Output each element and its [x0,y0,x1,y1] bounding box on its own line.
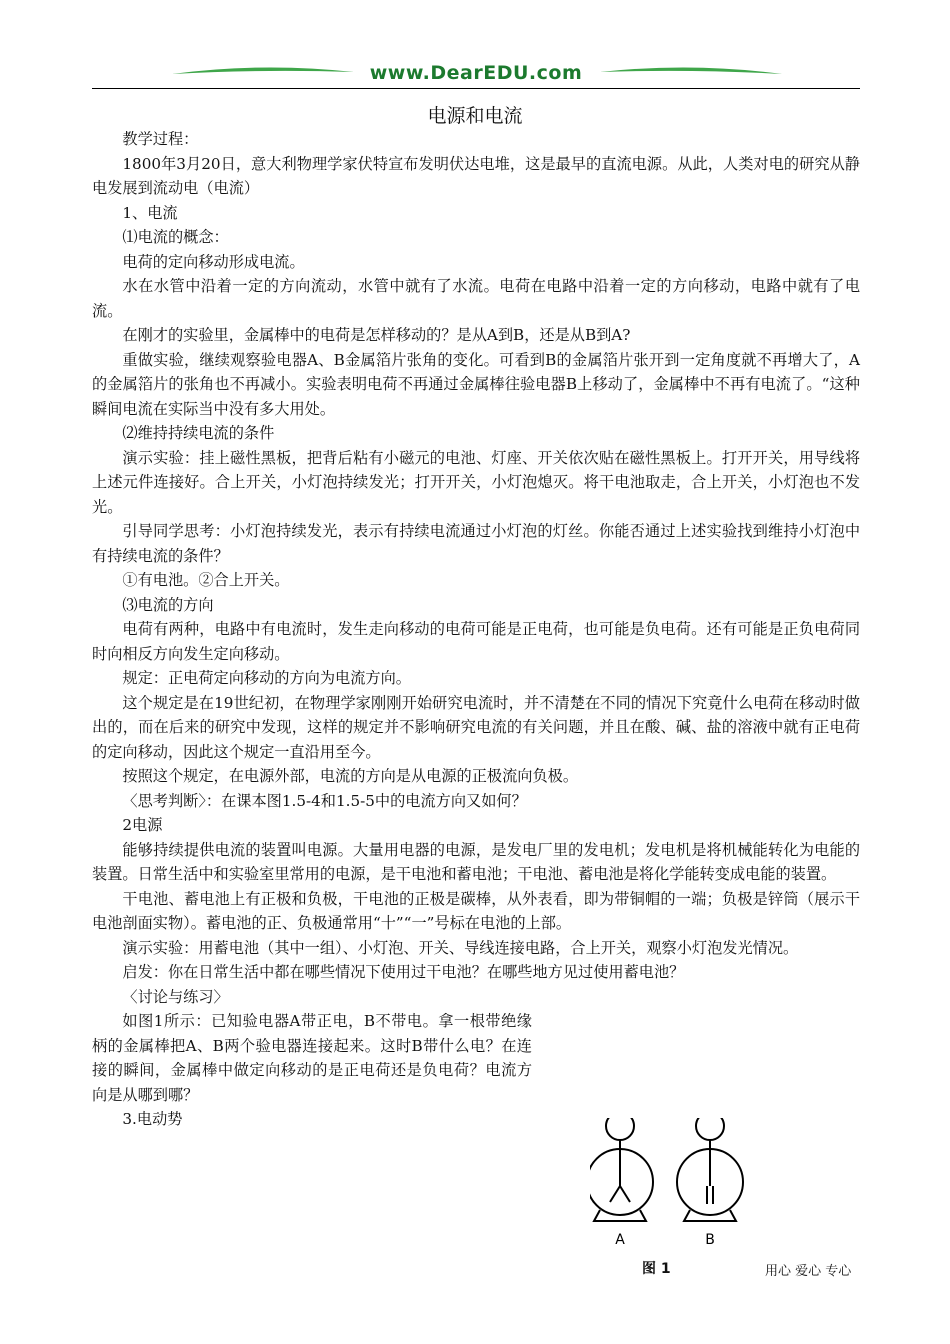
subsection-heading: ⑵维持持续电流的条件 [122,424,275,442]
paragraph: 水在水管中沿着一定的方向流动，水管中就有了水流。电荷在电路中沿着一定的方向移动，电路中就有了电流。 [92,277,860,320]
page-title: 电源和电流 [427,105,523,127]
paragraph: 1800年3月20日，意大利物理学家伏特宣布发明伏达电堆，这是最早的直流电源。从此，人类对电的研究从静电发展到流动电（电流） [92,154,860,197]
paragraph: 能够持续提供电流的装置叫电源。大量用电器的电源，是发电厂里的发电机；发电机是将机械能转化为电能的装置。日常生活中和实验室里常用的电源，是干电池和蓄电池；干电池、蓄电池是将化学能转变成电能的装置。 [92,840,860,883]
paragraph: 重做实验，继续观察验电器A、B金属箔片张角的变化。可看到B的金属箔片张开到一定角度就不再增大了，A的金属箔片的张角也不再减小。实验表明电荷不再通过金属棒往验电器B上移动了，金属棒中不再有电流了。“这种瞬间电流在实际当中没有多大用处。 [92,350,860,418]
paragraph: 干电池、蓄电池上有正极和负极，干电池的正极是碳棒，从外表看，即为带铜帽的一端；负极是锌筒（展示干电池剖面实物）。蓄电池的正、负极通常用“十”“一”号标在电池的上部。 [92,889,860,932]
header-rule [92,88,860,89]
paragraph: 教学过程： [122,130,199,148]
paragraph: 演示实验：用蓄电池（其中一组）、小灯泡、开关、导线连接电路，合上开关，观察小灯泡发光情况。 [122,938,799,957]
paragraph: 启发：你在日常生活中都在哪些情况下使用过干电池？在哪些地方见过使用蓄电池？ [122,963,685,981]
subsection-heading: ⑴电流的概念： [122,228,229,246]
paragraph: 电荷的定向移动形成电流。 [122,252,305,271]
paragraph: 在刚才的实验里，金属棒中的电荷是怎样移动的？是从A到B，还是从B到A? [122,326,631,344]
electroscope-a-knob [606,1118,634,1140]
section-heading: 3.电动势 [122,1110,183,1128]
electroscope-b-knob [696,1118,724,1140]
paragraph: 〈思考判断〉：在课本图1.5-4和1.5-5中的电流方向又如何？ [122,791,527,810]
site-logo-text: www.DearEDU.com [369,62,583,84]
footer-slogan: 用心 爱心 专心 [765,1264,852,1279]
electroscope-a [590,1118,653,1221]
electroscope-a-leaf-left [610,1186,620,1202]
question-paragraph: 如图1所示：已知验电器A带正电，B不带电。拿一根带绝缘柄的金属棒把A、B两个验电器连接起来。这时B带什么电？在连接的瞬间，金属棒中做定向移动的是正电荷还是负电荷？电流方向是从哪到哪？ [92,1012,532,1104]
electroscope-a-jar [590,1149,653,1215]
paragraph: 引导同学思考：小灯泡持续发光，表示有持续电流通过小灯泡的灯丝。你能否通过上述实验找到维持小灯泡中有持续电流的条件？ [92,522,860,565]
label-a: A [615,1232,625,1248]
section-heading: 2电源 [122,816,163,834]
figure-caption: 图 1 [642,1261,671,1277]
label-b: B [705,1232,715,1248]
page-header [92,56,860,92]
electroscope-a-leaf-right [620,1186,630,1202]
paragraph: 这个规定是在19世纪初，在物理学家刚刚开始研究电流时，并不清楚在不同的情况下究竟什么电荷在移动时做出的，而在后来的研究中发现，这样的规定并不影响研究电流的有关问题，并且在酸、碱、盐的溶液中就有正电荷的定向移动，因此这个规定一直沿用至今。 [92,693,860,761]
paragraph: ①有电池。②合上开关。 [122,571,290,589]
body-text [92,127,860,1132]
paragraph: 〈讨论与练习〉 [122,987,229,1006]
paragraph: 演示实验：挂上磁性黑板，把背后粘有小磁元的电池、灯座、开关依次贴在磁性黑板上。打开开关，用导线将上述元件连接好。合上开关，小灯泡持续发光；打开开关，小灯泡熄灭。将干电池取走，合上开关，小灯泡也不发光。 [92,448,860,516]
subsection-heading: ⑶电流的方向 [122,595,214,614]
paragraph: 规定：正电荷定向移动的方向为电流方向。 [122,669,411,687]
paragraph: 电荷有两种，电路中有电流时，发生走向移动的电荷可能是正电荷，也可能是负电荷。还有可能是正负电荷同时向相反方向发生定向移动。 [92,620,860,663]
paragraph: 按照这个规定，在电源外部，电流的方向是从电源的正极流向负极。 [122,767,579,785]
electroscope-b [677,1118,743,1221]
section-heading: 1、电流 [122,203,178,222]
